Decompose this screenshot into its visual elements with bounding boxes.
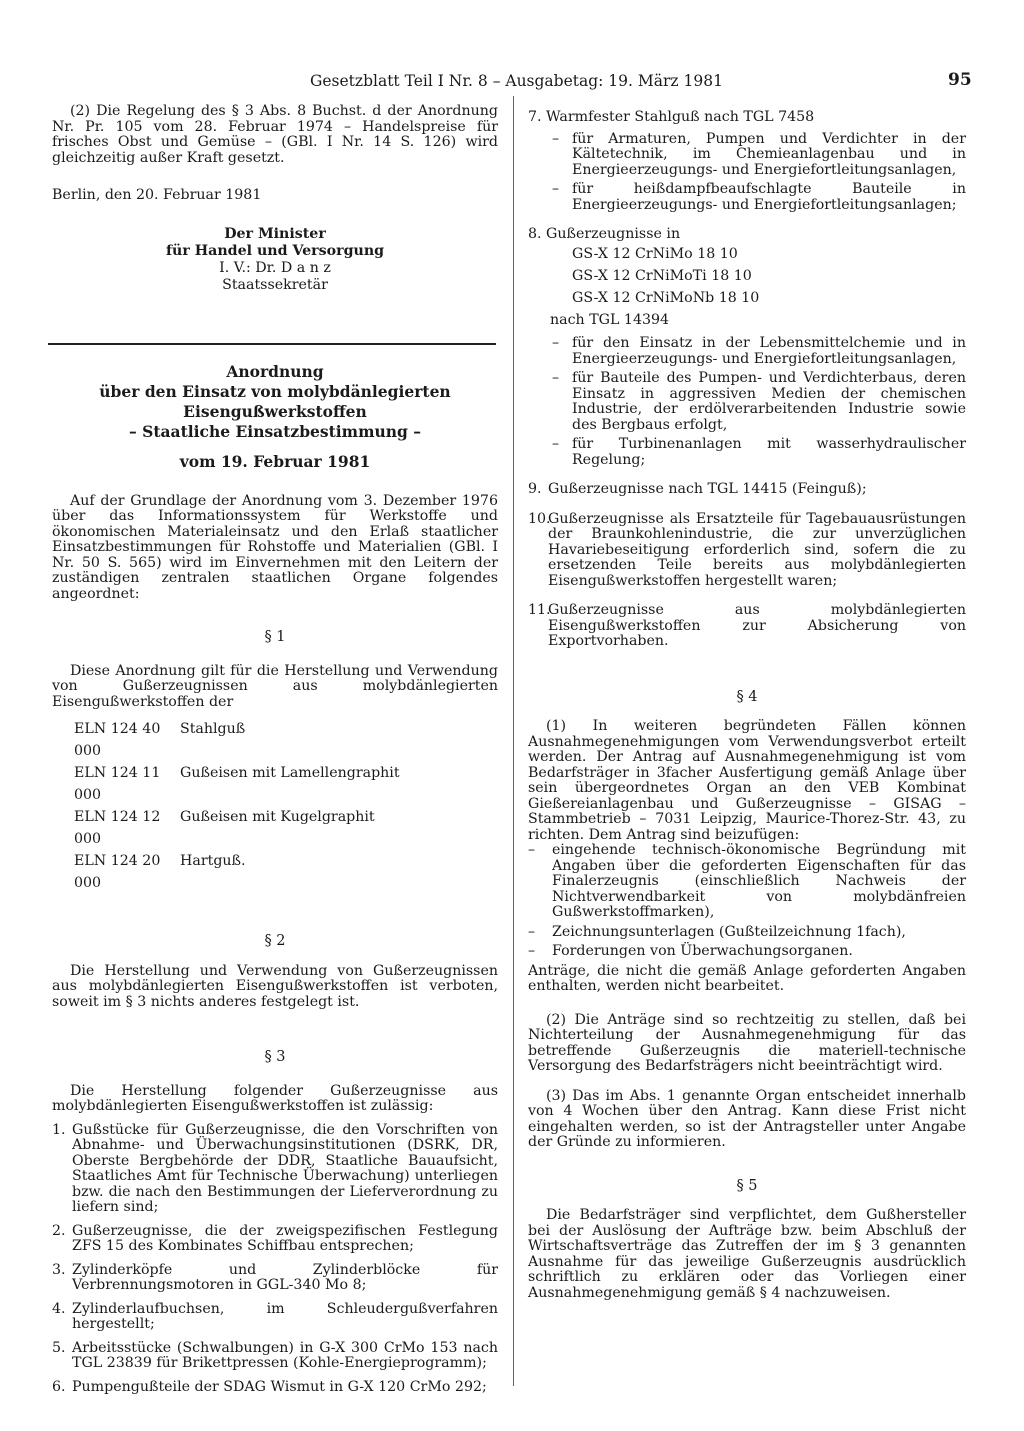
list-item: [52, 1224, 498, 1255]
dash-item: – eingehende technisch-ökonomische Begründung mit Angaben über die geforderten Eigenschaften für das Finalerzeugnis (einschließlich Nachweis der Nichtverwendbarkeit von molybdänfreien Gußwerkstoffmarken),: [528, 842, 966, 920]
section-3-heading: § 3: [264, 1049, 286, 1065]
item-text: Gußerzeugnisse aus molybdänlegierten Eisengußwerkstoffen zur Absicherung von Exportvorhaben.: [548, 602, 966, 649]
signature-line-1: Der Minister: [224, 225, 326, 242]
item-7: 7. Warmfester Stahlguß nach TGL 7458: [528, 109, 815, 125]
eln-code: ELN 124 40 000: [74, 721, 161, 759]
section-4-paragraph-1: (1) In weiteren begründeten Fällen können Ausnahmegenehmigungen vom Verwendungsverbot erteilt werden. Der Antrag auf Ausnahmegenehmigung ist vom Bedarfsträger in 3facher Ausfertigung gemäß Anlage über sein übergeordnetes Organ an den VEB Kombinat Gießereianlagenbau und Gußerzeugnisse – GISAG – Stammbetrieb – 7031 Leipzig, Maurice-Thorez-Str. 43, zu richten. Dem Antrag sind beizufügen:: [528, 718, 966, 843]
dash-item: – Forderungen von Überwachungsorganen.: [528, 944, 966, 960]
list-item: [528, 482, 966, 498]
list-item: [528, 603, 966, 650]
eln-material: Stahlguß: [180, 721, 246, 737]
eln-material: Gußeisen mit Kugelgraphit: [180, 809, 375, 825]
dash-text: für Armaturen, Pumpen und Verdichter in der Kältetechnik, im Chemieanlagenbau und in Energieerzeugungs- und Energiefortleitungsanlagen,: [572, 130, 966, 178]
item-number: 4.: [52, 1300, 66, 1317]
preamble: Auf der Grundlage der Anordnung vom 3. Dezember 1976 über das Informationssystem für Werkstoffe und ökonomischen Materialeinsatz und den Erlaß staatlicher Einsatzbestimmungen für Rohstoffe und Materialien (GBl. I Nr. 50 S. 565) wird im Einvernehmen mit den Leitern der zuständigen zentralen staatlichen Organe folgendes angeordnet:: [52, 492, 498, 602]
eln-material: Hartguß.: [180, 853, 246, 869]
title-line-3: Eisengußwerkstoffen: [183, 401, 367, 421]
section-3-list: [52, 1123, 498, 1396]
intro-paragraph: (2) Die Regelung des § 3 Abs. 8 Buchst. d der Anordnung Nr. Pr. 105 vom 28. Februar 1974 – Handelspreise für frisches Obst und Gemüse – (GBl. I Nr. 14 S. 126) wird gleichzeitig außer Kraft gesetzt.: [52, 103, 498, 166]
page-header: Gesetzblatt Teil I Nr. 8 – Ausgabetag: 19. März 1981: [310, 72, 723, 90]
dash-item: – für den Einsatz in der Lebensmittelchemie und in Energieerzeugungs- und Energiefortleitungsanlagen,: [552, 335, 966, 367]
list-item: [52, 1263, 498, 1294]
section-1-text: Diese Anordnung gilt für die Herstellung und Verwendung von Gußerzeugnissen aus molybdänlegierten Eisengußwerkstoffen der: [52, 662, 498, 710]
title-line-2: über den Einsatz von molybdänlegierten: [99, 381, 451, 401]
eln-row: [74, 718, 498, 762]
list-item: [52, 1123, 498, 1216]
page-number: 95: [948, 70, 972, 90]
title-line-4: – Staatliche Einsatzbestimmung –: [129, 421, 421, 441]
item-8-tgl: nach TGL 14394: [550, 311, 670, 328]
section-4-dashes: [528, 843, 966, 960]
dash-text: für den Einsatz in der Lebensmittelchemie und in Energieerzeugungs- und Energiefortleitungsanlagen,: [572, 335, 966, 367]
alloy-list: [528, 243, 966, 309]
item-number: 1.: [52, 1121, 66, 1138]
item-text: Gußerzeugnisse als Ersatzteile für Tagebauausrüstungen der Braunkohlenindustrie, die zur unverzüglichen Havariebeseitigung erforderlich sind, sofern die zu ersetzenden Teile bereits aus molybdänlegierten Eisengußwerkstoffen hergestellt waren;: [548, 510, 966, 589]
dash-text: für Turbinenanlagen mit wasserhydraulischer Regelung;: [572, 436, 966, 468]
section-5-text: Die Bedarfsträger sind verpflichtet, dem Gußhersteller bei der Auslösung der Aufträge bzw. beim Abschluß der Wirtschaftsverträge das Zutreffen der im § 3 genannten Ausnahme für das jeweilige Gußerzeugnis ausdrücklich schriftlich zu erklären oder das Vorliegen einer Ausnahmegenehmigung gemäß § 4 nachzuweisen.: [528, 1207, 966, 1301]
list-item: [52, 1380, 498, 1396]
alloy-grade: GS-X 12 CrNiMo 18 10: [572, 245, 738, 262]
item-number: 2.: [52, 1222, 66, 1239]
column-divider: [513, 96, 514, 1386]
right-column: [528, 110, 966, 1301]
list-item: [52, 1341, 498, 1372]
alloy-grade: GS-X 12 CrNiMoNb 18 10: [572, 289, 760, 306]
eln-row: [74, 806, 498, 850]
dash-item: – für heißdampfbeaufschlagte Bauteile in Energieerzeugungs- und Energiefortleitungsanlagen;: [552, 181, 966, 213]
section-4-note: Anträge, die nicht die gemäß Anlage geforderten Angaben enthalten, werden nicht bearbeitet.: [528, 962, 966, 994]
eln-code: ELN 124 20 000: [74, 853, 161, 891]
section-4-heading: § 4: [736, 688, 758, 705]
left-column: [52, 104, 498, 1395]
item-8-dashes: [528, 336, 966, 468]
item-number: 6.: [52, 1378, 66, 1395]
signature-block: [52, 226, 498, 294]
eln-code: ELN 124 12 000: [74, 809, 161, 847]
dash-item: – Zeichnungsunterlagen (Gußteilzeichnung 1fach),: [528, 925, 966, 941]
item-number: 5.: [52, 1339, 66, 1356]
eln-row: [74, 762, 498, 806]
item-8: 8. Gußerzeugnisse in: [528, 226, 681, 242]
item-text: Gußerzeugnisse, die der zweigspezifischen Festlegung ZFS 15 des Kombinates Schiffbau entsprechen;: [72, 1222, 498, 1254]
section-4-paragraph-3: (3) Das im Abs. 1 genannte Organ entscheidet innerhalb von 4 Wochen über den Antrag. Kann diese Frist nicht eingehalten werden, so ist der Antragsteller unter Angabe der Gründe zu informieren.: [528, 1087, 966, 1150]
section-1-heading: § 1: [264, 629, 286, 645]
item-number: 11.: [528, 602, 551, 618]
item-text: Gußerzeugnisse nach TGL 14415 (Feinguß);: [548, 481, 867, 497]
eln-list: [52, 718, 498, 894]
title-date: vom 19. Februar 1981: [179, 451, 371, 471]
dash-item: – für Bauteile des Pumpen- und Verdichterbaus, deren Einsatz in aggressiven Medien der chemischen Industrie, der erdölverarbeitenden Industrie sowie des Bergbaus erfolgt,: [552, 370, 966, 433]
list-item: [52, 1302, 498, 1333]
dash-text: eingehende technisch-ökonomische Begründung mit Angaben über die geforderten Eigenschaften für das Finalerzeugnis (einschließlich Nachweis der Nichtverwendbarkeit von molybdänfreien Gußwerkstoffmarken),: [552, 842, 966, 920]
alloy-grade: GS-X 12 CrNiMoTi 18 10: [572, 267, 752, 284]
item-number: 3.: [52, 1261, 66, 1278]
dash-item: – für Turbinenanlagen mit wasserhydraulischer Regelung;: [552, 436, 966, 468]
ordinance-title: [52, 362, 498, 472]
dash-text: Zeichnungsunterlagen (Gußteilzeichnung 1fach),: [552, 923, 906, 940]
item-text: Gußstücke für Gußerzeugnisse, die den Vorschriften von Abnahme- und Überwachungsinstitutionen (DSRK, DR, Oberste Bergbehörde der DDR, Staatliche Bauaufsicht, Staatliches Amt für Technische Überwachung) unterliegen bzw. die nach den Bestimmungen der Lieferverordnung zu liefern sind;: [72, 1121, 498, 1215]
title-line-1: Anordnung: [226, 361, 324, 381]
item-text: Arbeitsstücke (Schwalbungen) in G-X 300 CrMo 153 nach TGL 23839 für Brikettpressen (Kohle-Energieprogramm);: [72, 1339, 498, 1371]
item-number: 9.: [528, 481, 542, 497]
section-3-text: Die Herstellung folgender Gußerzeugnisse aus molybdänlegierten Eisengußwerkstoffen ist zulässig:: [52, 1082, 498, 1114]
signature-line-4: Staatssekretär: [222, 276, 328, 293]
dash-item: – für Armaturen, Pumpen und Verdichter in der Kältetechnik, im Chemieanlagenbau und in Energieerzeugungs- und Energiefortleitungsanlagen,: [552, 130, 966, 178]
dash-text: für Bauteile des Pumpen- und Verdichterbaus, deren Einsatz in aggressiven Medien der chemischen Industrie, der erdölverarbeitenden Industrie sowie des Bergbaus erfolgt,: [572, 370, 966, 433]
eln-code: ELN 124 11 000: [74, 765, 161, 803]
signature-line-2: für Handel und Versorgung: [165, 242, 385, 259]
section-2-heading: § 2: [264, 933, 286, 949]
eln-material: Gußeisen mit Lamellengraphit: [180, 765, 400, 781]
section-2-text: Die Herstellung und Verwendung von Gußerzeugnissen aus molybdänlegierten Eisengußwerkstoffen ist verboten, soweit im § 3 nichts anderes festgelegt ist.: [52, 962, 498, 1010]
signature-line-3: I. V.: Dr. D a n z: [219, 259, 331, 276]
item-text: Zylinderköpfe und Zylinderblöcke für Verbrennungsmotoren in GGL-340 Mo 8;: [72, 1261, 498, 1293]
list-item: [528, 512, 966, 590]
item-7-dashes: [528, 132, 966, 214]
item-text: Pumpengußteile der SDAG Wismut in G-X 120 CrMo 292;: [72, 1378, 487, 1395]
dash-text: Forderungen von Überwachungsorganen.: [552, 943, 853, 959]
place-date: Berlin, den 20. Februar 1981: [52, 187, 262, 203]
section-5-heading: § 5: [736, 1177, 758, 1194]
eln-row: [74, 850, 498, 894]
item-number: 10.: [528, 510, 551, 527]
section-4-paragraph-2: (2) Die Anträge sind so rechtzeitig zu stellen, daß bei Nichterteilung der Ausnahmegenehmigung für das betreffende Gußerzeugnis die materiell-technische Versorgung des Bedarfsträgers nicht beeinträchtigt wird.: [528, 1011, 966, 1074]
dash-text: für heißdampfbeaufschlagte Bauteile in Energieerzeugungs- und Energiefortleitungsanlagen;: [572, 181, 966, 213]
item-text: Zylinderlaufbuchsen, im Schleudergußverfahren hergestellt;: [72, 1300, 498, 1332]
